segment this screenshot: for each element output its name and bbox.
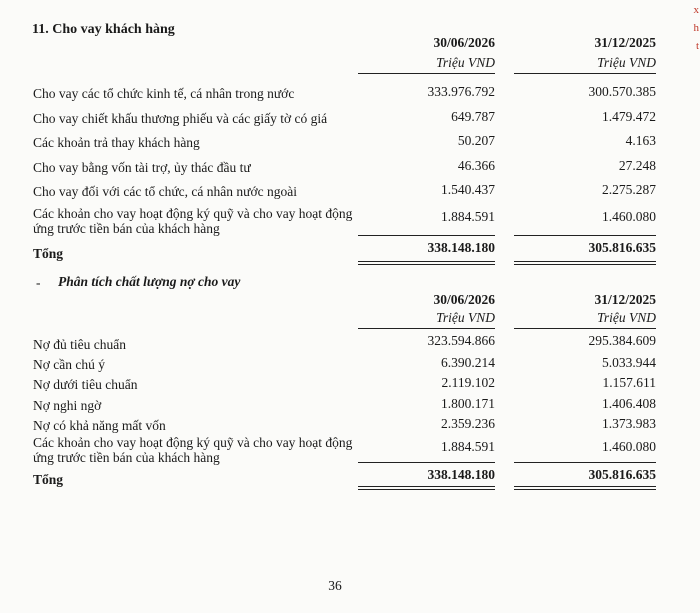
col2-date: 31/12/2025 <box>594 35 656 50</box>
col1-unit: Triệu VND <box>436 55 495 70</box>
table-row-value-col2: 1.406.408 <box>602 396 656 411</box>
table-row-label: Cho vay các tổ chức kinh tế, cá nhân trong nước <box>33 86 295 101</box>
total-double-rule-col2 <box>514 264 656 265</box>
table-row-value-col2: 2.275.287 <box>602 182 656 197</box>
table-row-label: Nợ nghi ngờ <box>33 398 102 413</box>
table-row-value-col2: 1.479.472 <box>602 109 656 124</box>
table-row-value-col1: 6.390.214 <box>441 355 495 370</box>
section-title: 11. Cho vay khách hàng <box>32 22 175 37</box>
col1-date: 30/06/2026 <box>433 292 495 307</box>
table-row-value-col2: 1.460.080 <box>602 439 656 454</box>
total-double-rule-col1 <box>358 264 495 265</box>
table-row-value-col1: 323.594.866 <box>427 333 495 348</box>
table-row-value-col1: 2.119.102 <box>441 375 495 390</box>
total-double-rule-col1 <box>358 489 495 490</box>
table-row-value-col2: 1.460.080 <box>602 209 656 224</box>
table-row-value-col1: 1.540.437 <box>441 182 495 197</box>
subtotal-rule-col2 <box>514 235 656 236</box>
table-row-label: Nợ có khả năng mất vốn <box>33 418 166 433</box>
table-row-value-col1: 1.884.591 <box>441 209 495 224</box>
subtotal-rule-col1 <box>358 235 495 236</box>
subtotal-rule-col2 <box>514 462 656 463</box>
table-row-label: Nợ cần chú ý <box>33 357 105 372</box>
subtotal-rule-col1 <box>358 462 495 463</box>
table-row-label: Các khoản cho vay hoạt động ký quỹ và cho vay hoạt động ứng trước tiền bán của khách hàng <box>33 435 353 465</box>
table-row-label: Cho vay đối với các tổ chức, cá nhân nước ngoài <box>33 184 297 199</box>
total-rule-col1 <box>358 261 495 262</box>
table-row-label: Các khoản cho vay hoạt động ký quỹ và cho vay hoạt động ứng trước tiền bán của khách hàng <box>33 206 353 236</box>
table-row-value-col1: 2.359.236 <box>441 416 495 431</box>
table-row-label: Các khoản trả thay khách hàng <box>33 135 200 150</box>
table-row-value-col1: 333.976.792 <box>427 84 495 99</box>
col2-unit: Triệu VND <box>597 310 656 325</box>
col1-date: 30/06/2026 <box>433 35 495 50</box>
table-row-value-col2: 1.373.983 <box>602 416 656 431</box>
header-rule-col1 <box>358 73 495 74</box>
header-rule-col2 <box>514 328 656 329</box>
total-rule-col1 <box>358 486 495 487</box>
col2-unit: Triệu VND <box>597 55 656 70</box>
stamp-edge-marks: x h t <box>693 4 699 52</box>
table-row-value-col2: 4.163 <box>625 133 656 148</box>
subsection-title: Phân tích chất lượng nợ cho vay <box>58 274 241 289</box>
col2-date: 31/12/2025 <box>594 292 656 307</box>
total-label: Tổng <box>33 472 64 487</box>
table-row-value-col2: 295.384.609 <box>588 333 656 348</box>
total-value-col2: 305.816.635 <box>588 467 656 482</box>
total-rule-col2 <box>514 486 656 487</box>
table-row-value-col1: 1.800.171 <box>441 396 495 411</box>
table-row-value-col2: 27.248 <box>618 158 656 173</box>
col1-unit: Triệu VND <box>436 310 495 325</box>
table-row-label: Cho vay chiết khấu thương phiếu và các giấy tờ có giá <box>33 111 328 126</box>
table-row-label: Cho vay bằng vốn tài trợ, ủy thác đầu tư <box>33 160 251 175</box>
header-rule-col1 <box>358 328 495 329</box>
total-double-rule-col2 <box>514 489 656 490</box>
header-rule-col2 <box>514 73 656 74</box>
subsection-bullet: - <box>36 275 41 290</box>
table-row-value-col1: 50.207 <box>457 133 495 148</box>
table-row-value-col1: 649.787 <box>451 109 495 124</box>
table-row-value-col1: 46.366 <box>457 158 495 173</box>
table-row-value-col2: 1.157.611 <box>602 375 656 390</box>
table-row-label: Nợ dưới tiêu chuẩn <box>33 377 138 392</box>
table-row-value-col1: 1.884.591 <box>441 439 495 454</box>
total-rule-col2 <box>514 261 656 262</box>
table-row-value-col2: 5.033.944 <box>602 355 656 370</box>
table-row-value-col2: 300.570.385 <box>588 84 656 99</box>
total-value-col2: 305.816.635 <box>588 240 656 255</box>
total-value-col1: 338.148.180 <box>427 467 495 482</box>
total-value-col1: 338.148.180 <box>427 240 495 255</box>
page-number: 36 <box>328 578 342 593</box>
total-label: Tổng <box>33 246 64 261</box>
table-row-label: Nợ đủ tiêu chuẩn <box>33 337 126 352</box>
